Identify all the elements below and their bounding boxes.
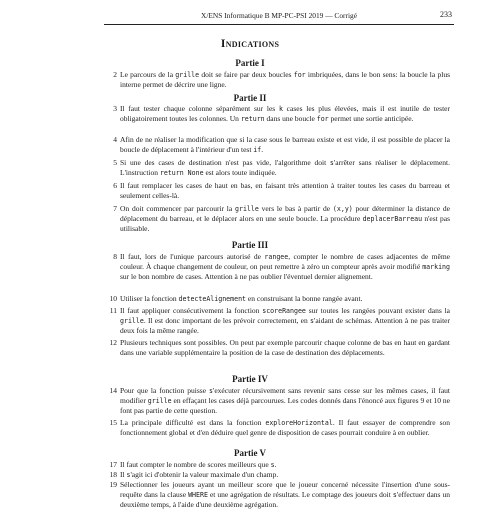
hint-item [109,470,450,480]
hint-text: Pour que la fonction puisse s'exécuter récursivement sans revenir sans cesse sur les mêmes cases, il faut modifier grille en effaçant les cases déjà parcourues. Les codes donnés dans l'énoncé aux figures 9 et 10 ne font pas partie de cette question. [120,386,451,416]
hint-item [109,480,450,510]
hint-item [113,70,450,90]
hint-number: 2 [113,70,117,79]
hint-text: Il faut tester chaque colonne séparément sur les k cases les plus élevées, mais il est inutile de tester obligatoirement toutes les colonnes. Un return dans une boucle for permet une sortie anticipée. [120,104,451,124]
hint-number: 4 [113,135,117,144]
part-heading-1: Partie I [235,58,265,68]
hint-text: Utiliser la fonction detecteAlignement en construisant la bonne rangée avant. [120,294,363,303]
part-heading-3: Partie III [231,240,269,250]
hint-text: Il faut appliquer consécutivement la fonction scoreRangee sur toutes les rangées pouvant exister dans la grille. Il est donc important de les prévoir correctement, en s'aidant de schémas. Attention à ne pas traiter deux fois la même rangée. [120,306,450,336]
part-heading-5: Partie V [233,448,267,458]
hint-number: 15 [109,418,117,427]
hint-number: 12 [109,338,117,347]
hint-text: Il faut, lors de l'unique parcours autorisé de rangee, compter le nombre de cases adjacentes de même couleur. À chaque changement de couleur, on peut remettre à zéro un compteur après avoir modifié marking sur le bon nombre de cases. Attention à ne pas oublier l'éventuel dernier alignement. [120,252,451,282]
hint-number: 19 [109,480,117,489]
hint-item [109,418,450,438]
part-heading-4: Partie IV [232,374,268,384]
hint-number: 17 [109,460,117,469]
hint-item [113,135,450,155]
hint-number: 5 [113,158,117,167]
hint-item [113,252,451,282]
hint-item [113,104,451,124]
hint-item [109,306,450,336]
hint-text: Si une des cases de destination n'est pas vide, l'algorithme doit s'arrêter sans réaliser le déplacement. L'instruction return None est alors toute indiquée. [120,158,450,178]
hint-text: Il faut compter le nombre de scores meilleurs que s. [120,460,277,469]
hint-item [113,158,450,178]
hint-item [109,460,450,470]
hint-number: 14 [109,386,117,395]
hint-item [109,338,450,358]
hint-number: 10 [109,294,117,303]
hint-number: 3 [113,104,117,113]
hint-item [113,204,450,234]
hint-item [109,386,451,416]
hint-number: 18 [109,470,117,479]
hint-text: Plusieurs techniques sont possibles. On peut par exemple parcourir chaque colonne de bas en haut en gardant dans une variable supplémentaire la position de la case de destination des déplacements. [120,338,450,358]
hint-text: La principale difficulté est dans la fonction exploreHorizontal. Il faut essayer de comprendre son fonctionnement global et d'en déduire quel genre de disposition de cases pourrait conduire à en oublier. [120,418,450,438]
hint-number: 8 [113,252,117,261]
hint-text: Afin de ne réaliser la modification que si la case sous le barreau existe et est vide, il est possible de placer la boucle de déplacement à l'intérieur d'un test if. [120,135,450,155]
hint-item [109,294,450,304]
page-number: 233 [440,10,452,19]
hint-item [113,181,450,201]
hint-text: On doit commencer par parcourir la grille vers le bas à partir de (x,y) pour déterminer la distance de déplacement du barreau, et le déplacer alors en une seule boucle. La procédure deplacerBarreau n'est pas utilisable. [120,204,450,234]
hint-text: Le parcours de la grille doit se faire par deux boucles for imbriquées, dans le bon sens: la boucle la plus interne permet de décrire une ligne. [120,70,450,90]
part-heading-2: Partie II [233,93,267,103]
hint-number: 7 [113,204,117,213]
hint-number: 11 [109,306,117,315]
running-header [104,10,454,25]
hint-text: Il faut remplacer les cases de haut en bas, en faisant très attention à traiter toutes les cases du barreau et seulement celles-là. [120,181,450,201]
hint-text: Sélectionner les joueurs ayant un meilleur score que le joueur concerné nécessite l'insertion d'une sous-requête dans la clause WHERE et une agrégation de résultats. Le comptage des joueurs doit s'effectuer dans un deuxième temps, à l'aide d'une deuxième agrégation. [120,480,450,510]
header-title: X/ENS Informatique B MP-PC-PSI 2019 — Corrigé [200,11,358,20]
hint-number: 6 [113,181,117,190]
hint-text: Il s'agit ici d'obtenir la valeur maximale d'un champ. [120,470,279,479]
section-heading: Indications [220,36,280,50]
